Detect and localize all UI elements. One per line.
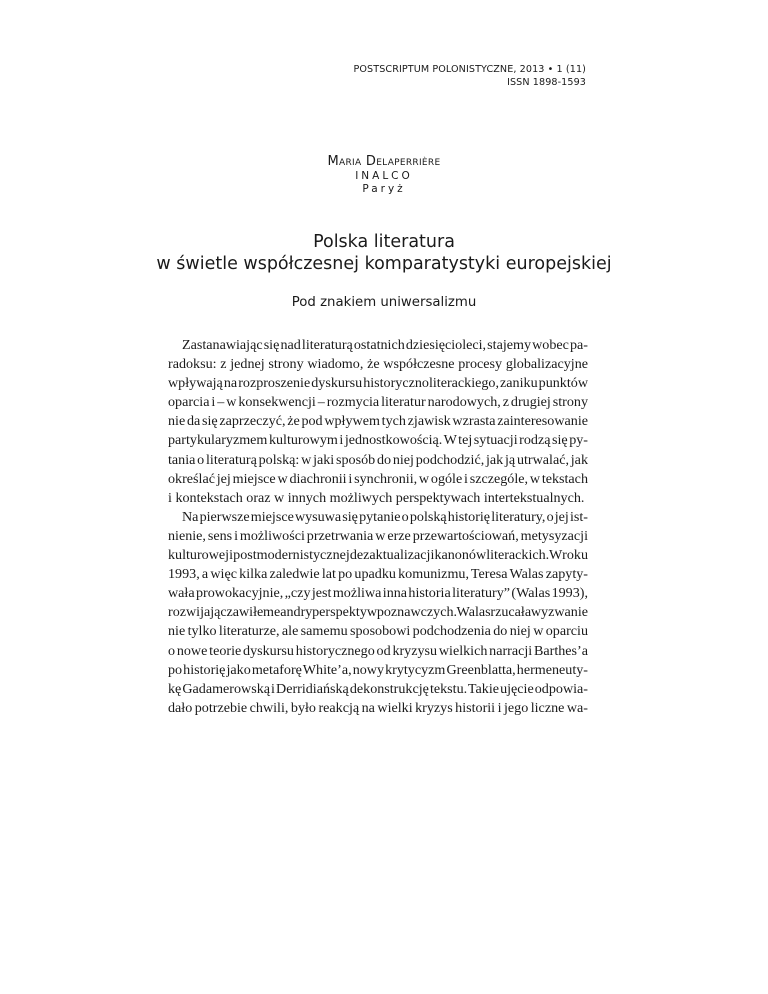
text-line: rozwijając zawiłe meandry perspektyw poznawczych. Walas rzucała wyzwanie [168, 604, 588, 621]
paragraph-2 [168, 508, 588, 718]
text-line: 1993, a więc kilka zaledwie lat po upadku komunizmu, Teresa Walas zapyty- [168, 566, 588, 583]
journal-header [354, 63, 586, 89]
journal-name: POSTSCRIPTUM POLONISTYCZNE, 2013 • 1 (11) [353, 64, 586, 75]
author-institution: INALCO [355, 170, 413, 182]
text-line: wała prowokacyjnie, „czy jest możliwa inna historia literatury” (Walas 1993), [168, 585, 588, 602]
author-city: Paryż [362, 183, 406, 195]
text-line: kę Gadamerowską i Derridiańską dekonstrukcję tekstu. Takie ujęcie odpowia- [168, 680, 588, 697]
issn: ISSN 1898-1593 [507, 77, 586, 88]
text-line: nie da się zaprzeczyć, że pod wpływem tych zjawisk wzrasta zainteresowanie [168, 413, 588, 430]
text-line: tania o literaturą polską: w jaki sposób do niej podchodzić, jak ją utrwalać, jak [168, 451, 588, 468]
text-line: partykularyzmem kulturowym i jednostkowością. W tej sytuacji rodzą się py- [168, 432, 588, 449]
text-line: wpływają na rozproszenie dyskursu historycznoliterackiego, zaniku punktów [168, 375, 588, 392]
text-line: Na pierwsze miejsce wysuwa się pytanie o polską historię literatury, o jej ist- [182, 508, 588, 525]
article-title [0, 231, 768, 275]
text-line: radoksu: z jednej strony wiadomo, że współczesne procesy globalizacyjne [168, 356, 588, 373]
text-line: dało potrzebie chwili, było reakcją na wielki kryzys historii i jego liczne wa- [168, 699, 588, 716]
section-title: Pod znakiem uniwersalizmu [291, 295, 477, 310]
article-title-line-1: Polska literatura [313, 232, 455, 252]
text-line: oparcia i – w konsekwencji – rozmycia literatur narodowych, z drugiej strony [168, 394, 589, 411]
text-line: kulturowej i postmodernistycznej dezaktualizacji kanonów literackich. W roku [168, 547, 588, 564]
paragraph-1 [168, 336, 588, 508]
text-line: Zastanawiając się nad literaturą ostatnich dziesięcioleci, stajemy wobec pa- [182, 337, 588, 353]
text-line: o nowe teorie dyskursu historycznego od kryzysu wielkich narracji Barthes’a [168, 642, 588, 659]
text-line: określać jej miejsce w diachronii i synchronii, w ogóle i szczególe, w tekstach [168, 470, 588, 487]
author-name: Maria Delaperrière [327, 154, 441, 169]
article-title-line-2: w świetle współczesnej komparatystyki europejskiej [156, 254, 612, 274]
article-body [168, 336, 588, 718]
text-line: nienie, sens i możliwości przetrwania w erze przewartościowań, metysyzacji [168, 527, 588, 544]
text-line: po historię jako metaforę White’a, nowy krytycyzm Greenblatta, hermeneuty- [168, 661, 588, 678]
author-block [0, 153, 768, 196]
text-line: nie tylko literaturze, ale samemu sposobowi podchodzenia do niej w oparciu [168, 623, 588, 640]
text-line: i kontekstach oraz w innych możliwych perspektywach intertekstualnych. [168, 489, 585, 506]
